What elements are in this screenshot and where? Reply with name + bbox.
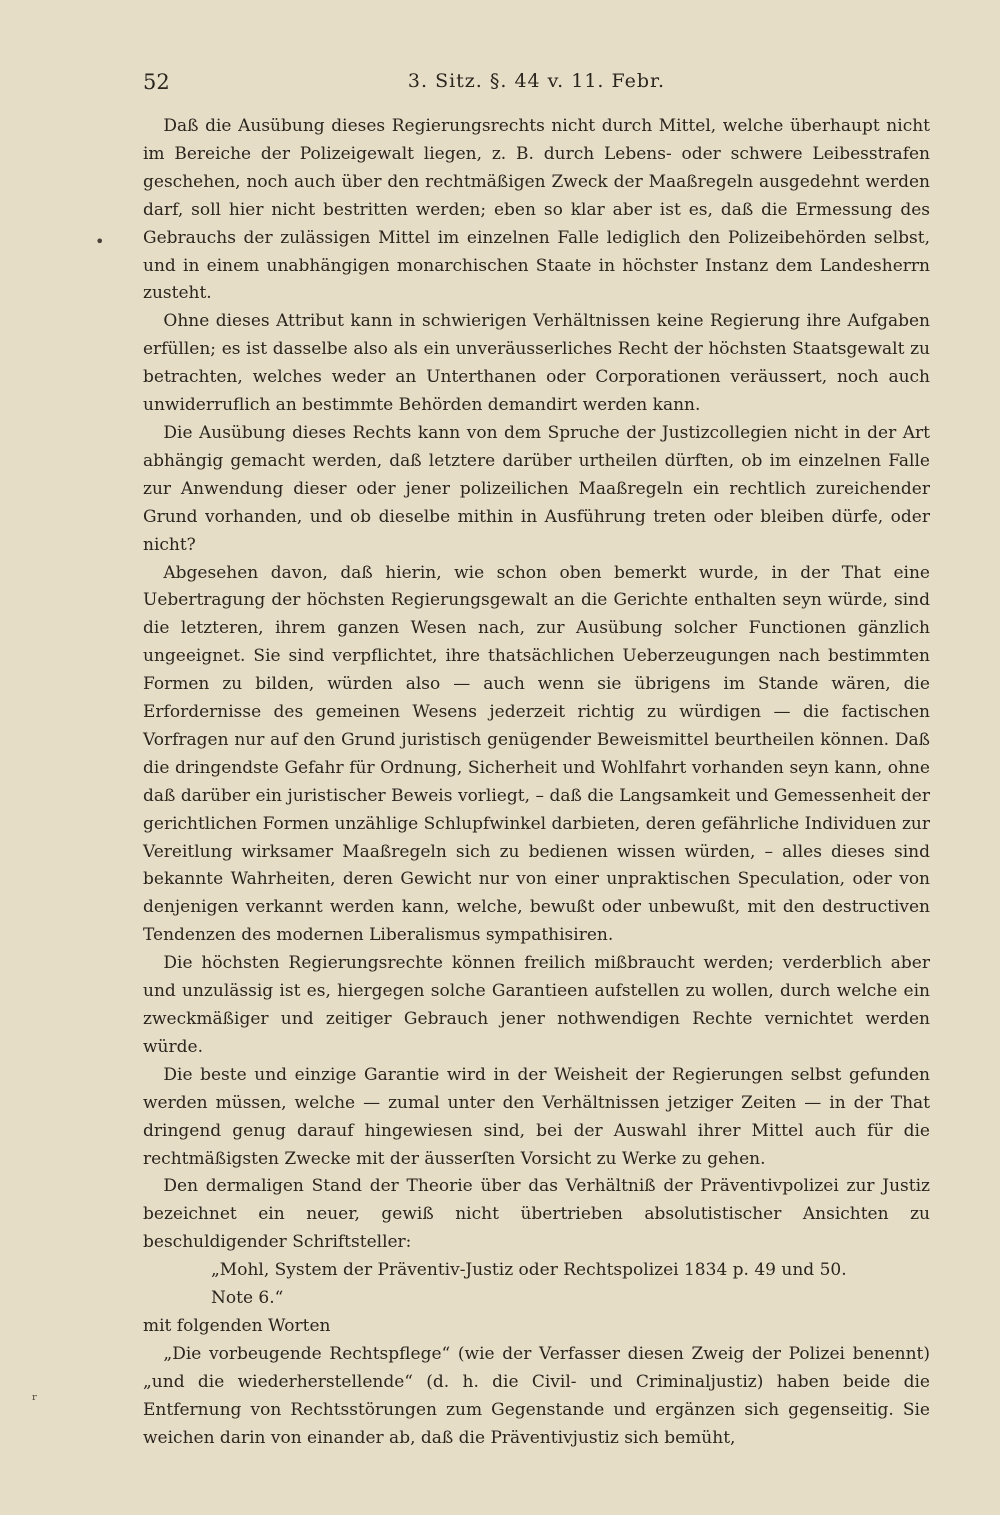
paragraph: Die Ausübung dieses Rechts kann von dem Spruche der Justizcollegien nicht in der Art abhängig gemacht werden, daß letztere darüber urtheilen dürften, ob im einzelnen Falle zur Anwendung dieser oder jener polizeilichen Maaßregeln ein rechtlich zureichender Grund vorhanden, und ob dieselbe mithin in Ausführung treten oder bleiben dürfe, oder nicht? [143,422,930,555]
paragraph: Die höchsten Regierungsrechte können freilich mißbraucht werden; verderblich aber und unzulässig ist es, hiergegen solche Garantieen aufstellen zu wollen, durch welche ein zweckmäßiger und zeitiger Gebrauch jener nothwendigen Rechte vernichtet werden würde. [143,953,930,1057]
page-number: 52 [143,70,170,94]
lead-in: mit folgenden Worten [143,1315,331,1336]
running-head: 3. Sitz. §. 44 v. 11. Febr. [407,70,666,92]
paragraph: Den dermaligen Stand der Theorie über das Verhältniß der Präventivpolizei zur Justiz bezeichnet ein neuer, gewiß nicht übertrieben absolutistischer Ansichten zu beschuldigender Schriftsteller: [143,1176,930,1253]
body-text [143,113,930,1453]
citation-continuation: Note 6.“ [211,1288,284,1309]
margin-dot: • [95,232,105,251]
block-quote: „Die vorbeugende Rechtspflege“ (wie der Verfasser diesen Zweig der Polizei benennt) „und die wiederherstellende“ (d. h. die Civil- und Criminaljustiz) haben beide die Entfernung von Rechtsstörungen zum Gegenstande und ergänzen sich gegenseitig. Sie weichen darin von einander ab, daß die Präventivjustiz sich bemüht, [143,1343,930,1448]
margin-tick: ʳ [32,1390,38,1409]
paragraph: Daß die Ausübung dieses Regierungsrechts nicht durch Mittel, welche überhaupt nicht im Bereiche der Polizeigewalt liegen, z. B. durch Lebens- oder schwere Leibesstrafen geschehen, noch auch über den rechtmäßigen Zweck der Maaßregeln ausgedehnt werden darf, soll hier nicht bestritten werden; eben so klar aber ist es, daß die Ermessung des Gebrauchs der zulässigen Mittel im einzelnen Falle lediglich den Polizeibehörden selbst, und in einem unabhängigen monarchischen Staate in höchster Instanz dem Landesherrn zusteht. [143,116,930,304]
paragraph: Ohne dieses Attribut kann in schwierigen Verhältnissen keine Regierung ihre Aufgaben erfüllen; es ist dasselbe also als ein unveräusserliches Recht der höchsten Staatsgewalt zu betrachten, welches weder an Unterthanen oder Corporationen veräussert, noch auch unwiderruflich an bestimmte Behörden demandirt werden kann. [143,311,930,416]
citation: „Mohl, System der Präventiv-Justiz oder Rechtspolizei 1834 p. 49 und 50. [211,1260,847,1281]
page-header [143,70,930,100]
paragraph: Abgesehen davon, daß hierin, wie schon oben bemerkt wurde, in der That eine Uebertragung der höchsten Regierungsgewalt an die Gerichte enthalten seyn würde, sind die letzteren, ihrem ganzen Wesen nach, zur Ausübung solcher Functionen gänzlich ungeeignet. Sie sind verpflichtet, ihre thatsächlichen Ueberzeugungen nach bestimmten Formen zu bilden, würden also — auch wenn sie übrigens im Stande wären, die Erfordernisse des gemeinen Wesens jederzeit richtig zu würdigen — die factischen Vorfragen nur auf den Grund juristisch genügender Beweismittel beurtheilen können. Daß die dringendste Gefahr für Ordnung, Sicherheit und Wohlfahrt vorhanden seyn kann, ohne daß darüber ein juristischer Beweis vorliegt, – daß die Langsamkeit und Gemessenheit der gerichtlichen Formen unzählige Schlupfwinkel darbieten, deren gefährliche Individuen zur Vereitlung wirksamer Maaßregeln sich zu bedienen wissen würden, – alles dieses sind bekannte Wahrheiten, deren Gewicht nur von einer unpraktischen Speculation, oder von denjenigen verkannt werden kann, welche, bewußt oder unbewußt, mit den destructiven Tendenzen des modernen Liberalismus sympathisiren. [143,562,930,946]
paragraph: Die beste und einzige Garantie wird in der Weisheit der Regierungen selbst gefunden werden müssen, welche — zumal unter den Verhältnissen jetziger Zeiten — in der That dringend genug darauf hingewiesen sind, bei der Auswahl ihrer Mittel auch für die rechtmäßigsten Zwecke mit der äusserſten Vorsicht zu Werke zu gehen. [143,1064,930,1169]
